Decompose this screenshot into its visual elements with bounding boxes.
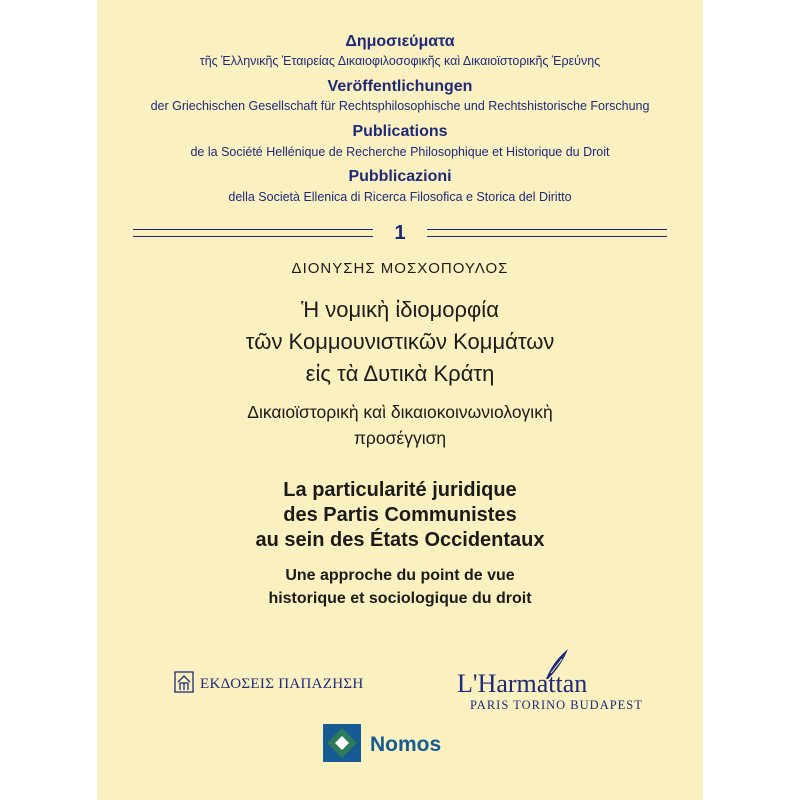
publisher-nomos xyxy=(323,724,441,766)
series-title-french: Publications xyxy=(352,123,448,140)
french-subtitle-line-2: historique et sociologique du droit xyxy=(268,590,532,607)
series-title-german: Veröffentlichungen xyxy=(327,78,473,95)
french-subtitle-line-1: Une approche du point de vue xyxy=(285,567,515,584)
divider-rule-right xyxy=(427,229,667,237)
book-cover xyxy=(97,0,703,800)
series-title-italian: Pubblicazioni xyxy=(348,168,452,185)
harmattan-cities: PARIS TORINO BUDAPEST xyxy=(470,698,643,712)
greek-subtitle-line-2: προσέγγιση xyxy=(353,428,447,448)
publisher-harmattan xyxy=(457,645,697,715)
series-subtitle-italian: della Società Ellenica di Ricerca Filosofica e Storica del Diritto xyxy=(228,190,572,204)
greek-title-line-2: τῶν Κομμουνιστικῶν Κομμάτων xyxy=(245,329,555,354)
french-title-line-2: des Partis Communistes xyxy=(283,504,517,526)
nomos-name: Nomos xyxy=(370,733,442,756)
greek-title-line-1: Ἡ νομικὴ ἰδιομορφία xyxy=(301,297,499,322)
author-name: ΔΙΟΝΥΣΗΣ ΜΟΣΧΟΠΟΥΛΟΣ xyxy=(291,260,509,277)
volume-number: 1 xyxy=(394,222,406,244)
nomos-logo-icon xyxy=(323,724,361,767)
french-title-line-3: au sein des États Occidentaux xyxy=(255,529,545,551)
series-subtitle-greek: τῆς Ἑλληνικῆς Ἑταιρείας Δικαιοφιλοσοφικῆς καὶ Δικαιοϊστορικῆς Ἐρεύνης xyxy=(199,54,601,68)
greek-subtitle-line-1: Δικαιοϊστορικὴ καὶ δικαιοκοινωνιολογικὴ xyxy=(247,402,553,422)
series-subtitle-german: der Griechischen Gesellschaft für Rechtsphilosophische und Rechtshistorische Forschung xyxy=(150,99,650,113)
papazisi-name: ΕΚΔΟΣΕΙΣ ΠΑΠΑΖΗΣΗ xyxy=(200,675,364,692)
series-title-greek: Δημοσιεύματα xyxy=(345,33,455,50)
greek-title-line-3: εἰς τὰ Δυτικὰ Κράτη xyxy=(305,361,495,386)
french-title-line-1: La particularité juridique xyxy=(283,479,517,501)
volume-divider xyxy=(133,220,667,246)
harmattan-name: L'Harmattan xyxy=(457,669,588,698)
series-subtitle-french: de la Société Hellénique de Recherche Philosophique et Historique du Droit xyxy=(190,145,610,159)
papazisi-logo-icon xyxy=(174,671,194,698)
publisher-papazisi xyxy=(174,672,364,696)
